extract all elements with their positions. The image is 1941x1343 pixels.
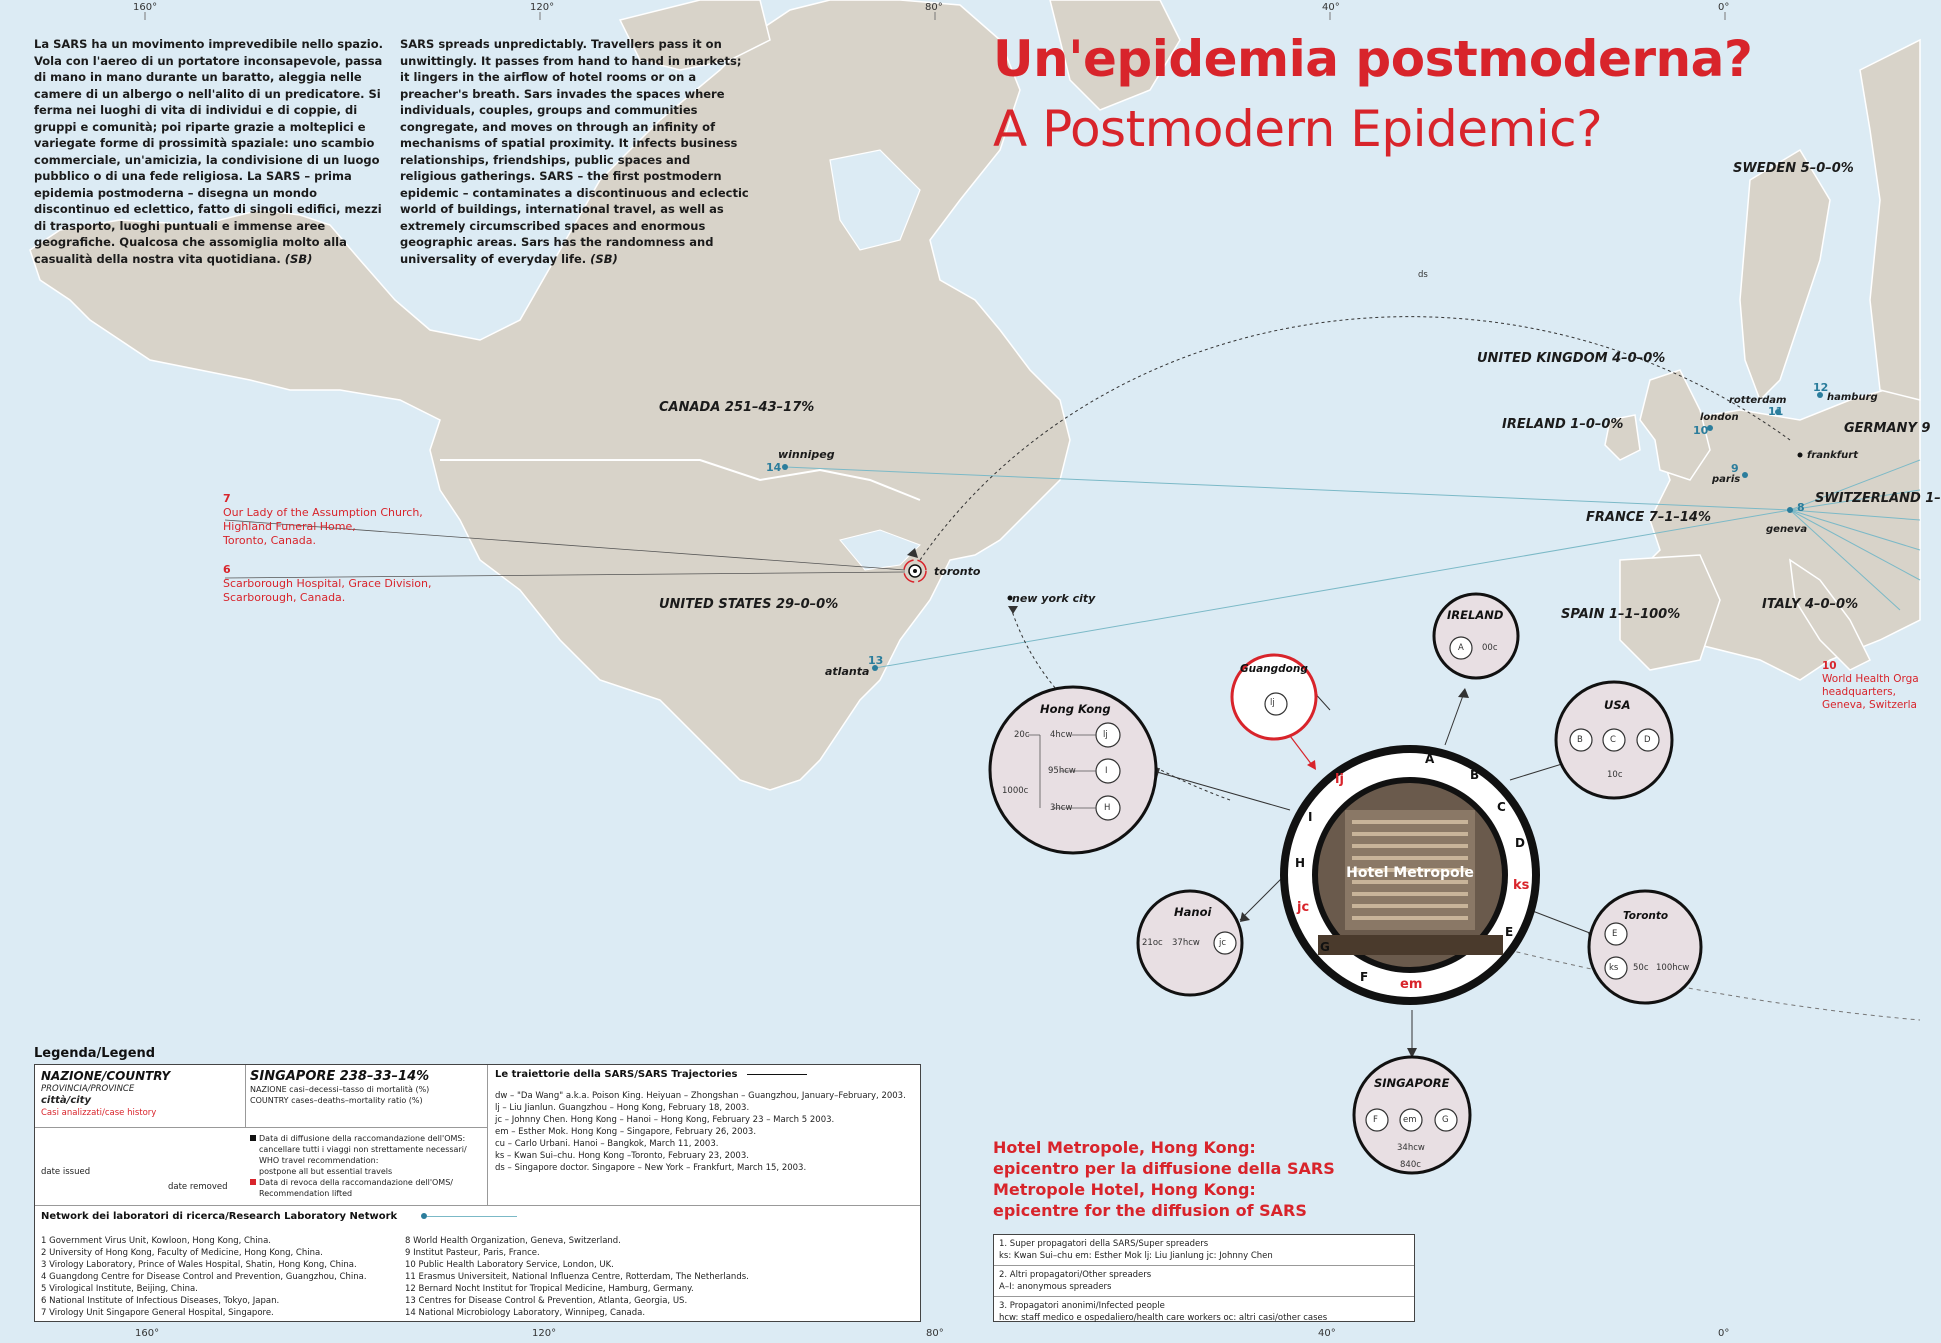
legend-trajectory-dw: dw – "Da Wang" a.k.a. Poison King. Heiyuan – Zhongshan – Guangzhou, January–February, 2003. xyxy=(495,1091,906,1101)
country-spain: SPAIN 1–1–100% xyxy=(1561,607,1681,622)
hong-kong-label: Hong Kong xyxy=(1040,702,1111,716)
legend-who-notes xyxy=(250,1133,467,1199)
hk-row3-left: 1000c xyxy=(1002,786,1029,796)
legend-divider-4 xyxy=(35,1205,920,1206)
hotel-heading-line-4: epicentre for the diffusion of SARS xyxy=(993,1201,1307,1220)
legend-who-lift-1 xyxy=(250,1177,467,1188)
ring-letter-c: C xyxy=(1497,800,1506,814)
legend-case: Casi analizzati/case history xyxy=(41,1108,157,1118)
legend-sample-country: SINGAPORE 238–33–14% xyxy=(250,1069,430,1084)
country-canada: CANADA 251–43–17% xyxy=(659,400,815,415)
usa-circle-c: C xyxy=(1610,735,1616,745)
legend-trajectories-title-text: Le traiettorie della SARS/SARS Trajectories xyxy=(495,1069,738,1080)
ring-letter-a: A xyxy=(1425,752,1435,766)
city-london: london xyxy=(1700,412,1739,423)
guangdong-label: Guangdong xyxy=(1240,663,1308,675)
hanoi-mid: 37hcw xyxy=(1172,938,1200,948)
lab-num-atlanta: 13 xyxy=(868,654,884,667)
case-6-line-1: Scarborough Hospital, Grace Division, xyxy=(223,577,432,590)
hanoi-left: 21oc xyxy=(1142,938,1163,948)
trajectory-ds-label: ds xyxy=(1418,270,1428,280)
legend-trajectories-title xyxy=(495,1069,906,1080)
city-rotterdam: rotterdam xyxy=(1729,395,1787,406)
city-frankfurt: frankfurt xyxy=(1807,450,1858,461)
deg-top-0: 0° xyxy=(1718,2,1730,13)
lab-num-hamburg: 12 xyxy=(1813,381,1829,394)
case-7-line-3: Toronto, Canada. xyxy=(223,534,316,547)
deg-top-80: 80° xyxy=(925,2,943,13)
lab-num-geneva: 8 xyxy=(1797,501,1805,514)
ring-spreader-em: em xyxy=(1400,977,1423,992)
toronto-note2: 100hcw xyxy=(1656,963,1690,973)
title-italian: Un'epidemia postmoderna? xyxy=(993,30,1753,88)
toronto-circle-e: E xyxy=(1612,929,1618,939)
usa-circle-d: D xyxy=(1644,735,1651,745)
spreaders-section-3 xyxy=(994,1297,1414,1327)
lab-9: 9 Institut Pasteur, Paris, France. xyxy=(405,1248,540,1258)
lab-2: 2 University of Hong Kong, Faculty of Medicine, Hong Kong, China. xyxy=(41,1248,323,1258)
case-7 xyxy=(223,492,423,548)
who-lift-square xyxy=(250,1179,256,1185)
intro-italian xyxy=(34,36,384,267)
country-italy: ITALY 4–0–0% xyxy=(1762,597,1859,612)
hk-row1-left: 20c xyxy=(1014,730,1030,740)
country-ireland: IRELAND 1–0–0% xyxy=(1502,417,1624,432)
legend-sample-it: NAZIONE casi–decessi–tasso di mortalità (%) xyxy=(250,1085,430,1094)
title-english: A Postmodern Epidemic? xyxy=(993,100,1603,158)
legend-trajectory-ds: ds – Singapore doctor. Singapore – New York – Frankfurt, March 15, 2003. xyxy=(495,1163,807,1173)
spreaders-section-1 xyxy=(994,1235,1414,1266)
legend-trajectory-em: em – Esther Mok. Hong Kong – Singapore, February 26, 2003. xyxy=(495,1127,757,1137)
city-atlanta: atlanta xyxy=(825,665,870,678)
spreaders-1-body: ks: Kwan Sui–chu em: Esther Mok lj: Liu Jianlung jc: Johnny Chen xyxy=(999,1251,1273,1261)
country-uk: UNITED KINGDOM 4–0–0% xyxy=(1477,351,1666,366)
legend-network-title xyxy=(41,1211,517,1222)
legend-trajectories xyxy=(495,1069,906,1174)
country-france: FRANCE 7–1–14% xyxy=(1586,510,1711,525)
legend-heading: Legenda/Legend xyxy=(34,1046,156,1061)
city-hamburg: hamburg xyxy=(1827,392,1878,403)
toronto-circle-ks: ks xyxy=(1609,963,1619,973)
singapore-node-label: SINGAPORE xyxy=(1374,1076,1450,1090)
country-germany: GERMANY 9 xyxy=(1844,421,1931,436)
intro-italian-text: La SARS ha un movimento imprevedibile nello spazio. Vola con l'aereo di un portatore inconsapevole, passa di mano in mano durante un baratto, aleggia nelle camere di un albergo o nell'alito di un predicatore. Si ferma nei luoghi di vita di individui e di coppie, di gruppi e comunità; poi riparte grazie a molteplici e variegate forme di prossimità spaziale: uno scambio commerciale, un'amicizia, la condivisione di un luogo pubblico o di una fede religiosa. La SARS – prima epidemia postmoderna – disegna un mondo discontinuo ed eclettico, fatto di singoli edifici, mezzi di trasporto, luoghi puntuali e immense aree geografiche. Qualcosa che assomiglia molto alla casualità della nostra vita quotidiana. xyxy=(34,37,383,266)
lab-3: 3 Virology Laboratory, Prince of Wales Hospital, Shatin, Hong Kong, China. xyxy=(41,1260,357,1270)
spreaders-2-title: 2. Altri propagatori/Other spreaders xyxy=(999,1270,1152,1280)
legend-col-sample xyxy=(250,1069,429,1106)
legend-divider-3 xyxy=(487,1065,488,1205)
singapore-note2: 840c xyxy=(1400,1160,1421,1170)
legend-labs-left xyxy=(41,1235,367,1319)
ring-spreader-lj: lj xyxy=(1335,772,1344,787)
singapore-circle-g: G xyxy=(1442,1115,1449,1125)
legend-labs-right xyxy=(405,1235,749,1319)
usa-circle-b: B xyxy=(1577,735,1583,745)
legend-box xyxy=(34,1064,921,1322)
hk-row2-mid: 95hcw xyxy=(1048,766,1076,776)
hotel-heading-line-3: Metropole Hotel, Hong Kong: xyxy=(993,1180,1256,1199)
hk-row1-circle: lj xyxy=(1103,730,1108,740)
spreaders-section-2 xyxy=(994,1266,1414,1297)
hotel-heading-line-2: epicentro per la diffusione della SARS xyxy=(993,1159,1335,1178)
legend-who-issue-4: postpone all but essential travels xyxy=(259,1167,393,1176)
dot-winnipeg xyxy=(782,464,788,470)
ring-letter-e: E xyxy=(1505,925,1514,939)
country-usa: UNITED STATES 29–0–0% xyxy=(659,597,839,612)
node-ireland xyxy=(1434,594,1518,678)
hk-row2-circle: I xyxy=(1105,766,1108,776)
deg-bottom-0: 0° xyxy=(1718,1328,1730,1339)
dot-frankfurt xyxy=(1798,453,1803,458)
lab-6: 6 National Institute of Infectious Diseases, Tokyo, Japan. xyxy=(41,1296,280,1306)
hotel-name: Hotel Metropole xyxy=(1346,865,1474,881)
lab-11: 11 Erasmus Universiteit, National Influenza Centre, Rotterdam, The Netherlands. xyxy=(405,1272,749,1282)
legend-who-issue-1 xyxy=(250,1133,467,1144)
spreaders-1-title: 1. Super propagatori della SARS/Super spreaders xyxy=(999,1239,1209,1249)
lab-4: 4 Guangdong Centre for Disease Control and Prevention, Guangzhou, China. xyxy=(41,1272,367,1282)
hk-row1-mid: 4hcw xyxy=(1050,730,1073,740)
city-new-york: new york city xyxy=(1012,592,1096,605)
dot-geneva xyxy=(1787,507,1793,513)
case-10-line-2: headquarters, xyxy=(1822,686,1896,698)
legend-date-issued: date issued xyxy=(41,1167,91,1177)
spreaders-2-body: A–I: anonymous spreaders xyxy=(999,1282,1112,1292)
lab-1: 1 Government Virus Unit, Kowloon, Hong Kong, China. xyxy=(41,1236,271,1246)
case-6-line-2: Scarborough, Canada. xyxy=(223,591,346,604)
deg-bottom-40: 40° xyxy=(1318,1328,1336,1339)
city-winnipeg: winnipeg xyxy=(778,448,835,461)
lab-num-rotterdam: 11 xyxy=(1768,405,1784,418)
legend-trajectory-cu: cu – Carlo Urbani. Hanoi – Bangkok, March 11, 2003. xyxy=(495,1139,719,1149)
case-10-line-1: World Health Orga xyxy=(1822,673,1919,685)
hotel-street xyxy=(1318,935,1503,955)
hk-row4-circle: H xyxy=(1104,803,1111,813)
node-toronto xyxy=(1589,891,1701,1003)
ring-letter-g: G xyxy=(1320,940,1330,954)
legend-trajectory-jc: jc – Johnny Chen. Hong Kong – Hanoi – Hong Kong, February 23 – March 5 2003. xyxy=(495,1115,835,1125)
legend-divider-1 xyxy=(245,1065,246,1127)
deg-top-40: 40° xyxy=(1322,2,1340,13)
legend-network-title-text: Network dei laboratori di ricerca/Research Laboratory Network xyxy=(41,1211,398,1222)
lab-num-paris: 9 xyxy=(1731,462,1739,475)
legend-country: NAZIONE/COUNTRY xyxy=(41,1069,171,1083)
lab-8: 8 World Health Organization, Geneva, Switzerland. xyxy=(405,1236,621,1246)
deg-bottom-160: 160° xyxy=(135,1328,160,1339)
legend-city: città/city xyxy=(41,1095,91,1106)
country-sweden: SWEDEN 5–0–0% xyxy=(1733,161,1854,176)
lab-14: 14 National Microbiology Laboratory, Winnipeg, Canada. xyxy=(405,1308,646,1318)
ireland-circle-a: A xyxy=(1458,643,1464,653)
hanoi-label: Hanoi xyxy=(1174,905,1212,919)
legend-province: PROVINCIA/PROVINCE xyxy=(41,1084,135,1094)
ring-letter-d: D xyxy=(1515,836,1525,850)
dot-paris xyxy=(1742,472,1748,478)
who-issue-square xyxy=(250,1135,256,1141)
legend-who-issue-3: WHO travel recommendation: xyxy=(259,1156,379,1165)
ring-spreader-ks: ks xyxy=(1513,878,1530,893)
ring-letter-h: H xyxy=(1295,856,1306,870)
lab-num-london: 10 xyxy=(1693,424,1709,437)
lab-num-winnipeg: 14 xyxy=(766,461,782,474)
legend-trajectory-ks: ks – Kwan Sui–chu. Hong Kong –Toronto, February 23, 2003. xyxy=(495,1151,749,1161)
legend-who-lift-2: Recommendation lifted xyxy=(259,1189,353,1198)
lab-13: 13 Centres for Disease Control & Prevention, Atlanta, Georgia, US. xyxy=(405,1296,688,1306)
ring-spreader-jc: jc xyxy=(1297,900,1310,915)
intro-english-signature: (SB) xyxy=(590,251,618,266)
ring-letter-f: F xyxy=(1360,970,1369,984)
hanoi-circle-jc: jc xyxy=(1219,938,1227,948)
deg-bottom-120: 120° xyxy=(532,1328,557,1339)
legend-col-country xyxy=(41,1069,170,1119)
case-10-line-3: Geneva, Switzerla xyxy=(1822,699,1917,711)
deg-top-120: 120° xyxy=(530,2,555,13)
spreaders-3-title: 3. Propagatori anonimi/Infected people xyxy=(999,1301,1165,1311)
case-6-num: 6 xyxy=(223,563,231,576)
spreaders-3-body: hcw: staff medico e ospedaliero/health care workers oc: altri casi/other cases xyxy=(999,1313,1328,1323)
deg-bottom-80: 80° xyxy=(926,1328,944,1339)
lab-12: 12 Bernard Nocht Institut for Tropical Medicine, Hamburg, Germany. xyxy=(405,1284,694,1294)
toronto-note: 50c xyxy=(1633,963,1649,973)
legend-trajectory-lj: lj – Liu Jianlun. Guangzhou – Hong Kong, February 18, 2003. xyxy=(495,1103,750,1113)
guangdong-circle-lj: lj xyxy=(1270,698,1275,708)
hotel-heading-line-1: Hotel Metropole, Hong Kong: xyxy=(993,1138,1256,1157)
ring-letter-i: I xyxy=(1308,810,1313,824)
singapore-circle-em: em xyxy=(1403,1115,1417,1125)
city-paris: paris xyxy=(1712,474,1741,485)
legend-who-lift-1-text: Data di revoca della raccomandazione dell'OMS/ xyxy=(259,1178,453,1187)
legend-date-removed: date removed xyxy=(168,1182,228,1192)
city-geneva: geneva xyxy=(1766,524,1808,535)
intro-english-text: SARS spreads unpredictably. Travellers pass it on unwittingly. It passes from hand to hand in markets; it lingers in the airflow of hotel rooms or on a preacher's breath. Sars invades the spaces where individuals, couples, groups and communities congregate, and moves on through an infinity of mechanisms of spatial proximity. It infects business relationships, friendships, public spaces and religious gatherings. SARS – the first postmodern epidemic – contaminates a discontinuous and eclectic world of buildings, international travel, as well as extremely circumscribed spaces and enormous geographic areas. Sars has the randomness and universality of everyday life. xyxy=(400,37,749,266)
case-7-line-2: Highland Funeral Home, xyxy=(223,520,356,533)
network-line xyxy=(427,1216,517,1217)
lab-7: 7 Virology Unit Singapore General Hospital, Singapore. xyxy=(41,1308,274,1318)
ireland-node-label: IRELAND xyxy=(1447,608,1504,622)
ring-letter-b: B xyxy=(1470,768,1480,782)
case-6 xyxy=(223,563,432,605)
singapore-note: 34hcw xyxy=(1397,1143,1425,1153)
legend-who-issue-1-text: Data di diffusione della raccomandazione dell'OMS: xyxy=(259,1134,466,1143)
singapore-circle-f: F xyxy=(1373,1115,1378,1125)
case-7-num: 7 xyxy=(223,492,231,505)
intro-english xyxy=(400,36,750,267)
hotel-heading xyxy=(993,1137,1335,1221)
deg-top-160: 160° xyxy=(133,2,158,13)
lab-10: 10 Public Health Laboratory Service, London, UK. xyxy=(405,1260,614,1270)
trajectory-arrow-line xyxy=(747,1074,807,1075)
case-10 xyxy=(1822,660,1919,712)
usa-note: 10c xyxy=(1607,770,1623,780)
country-switzerland: SWITZERLAND 1– xyxy=(1815,491,1941,506)
lab-5: 5 Virological Institute, Beijing, China. xyxy=(41,1284,198,1294)
legend-divider-2 xyxy=(35,1127,487,1128)
case-7-line-1: Our Lady of the Assumption Church, xyxy=(223,506,423,519)
legend-sample-en: COUNTRY cases–deaths–mortality ratio (%) xyxy=(250,1096,423,1105)
city-toronto: toronto xyxy=(934,565,981,578)
ireland-note: 00c xyxy=(1482,643,1498,653)
usa-node-label: USA xyxy=(1604,698,1631,712)
spreaders-box xyxy=(993,1234,1415,1322)
toronto-node-label: Toronto xyxy=(1623,910,1669,922)
intro-italian-signature: (SB) xyxy=(284,251,313,266)
case-10-num: 10 xyxy=(1822,660,1837,672)
hk-row4-mid: 3hcw xyxy=(1050,803,1073,813)
legend-who-issue-2: cancellare tutti i viaggi non strettamente necessari/ xyxy=(259,1145,467,1154)
